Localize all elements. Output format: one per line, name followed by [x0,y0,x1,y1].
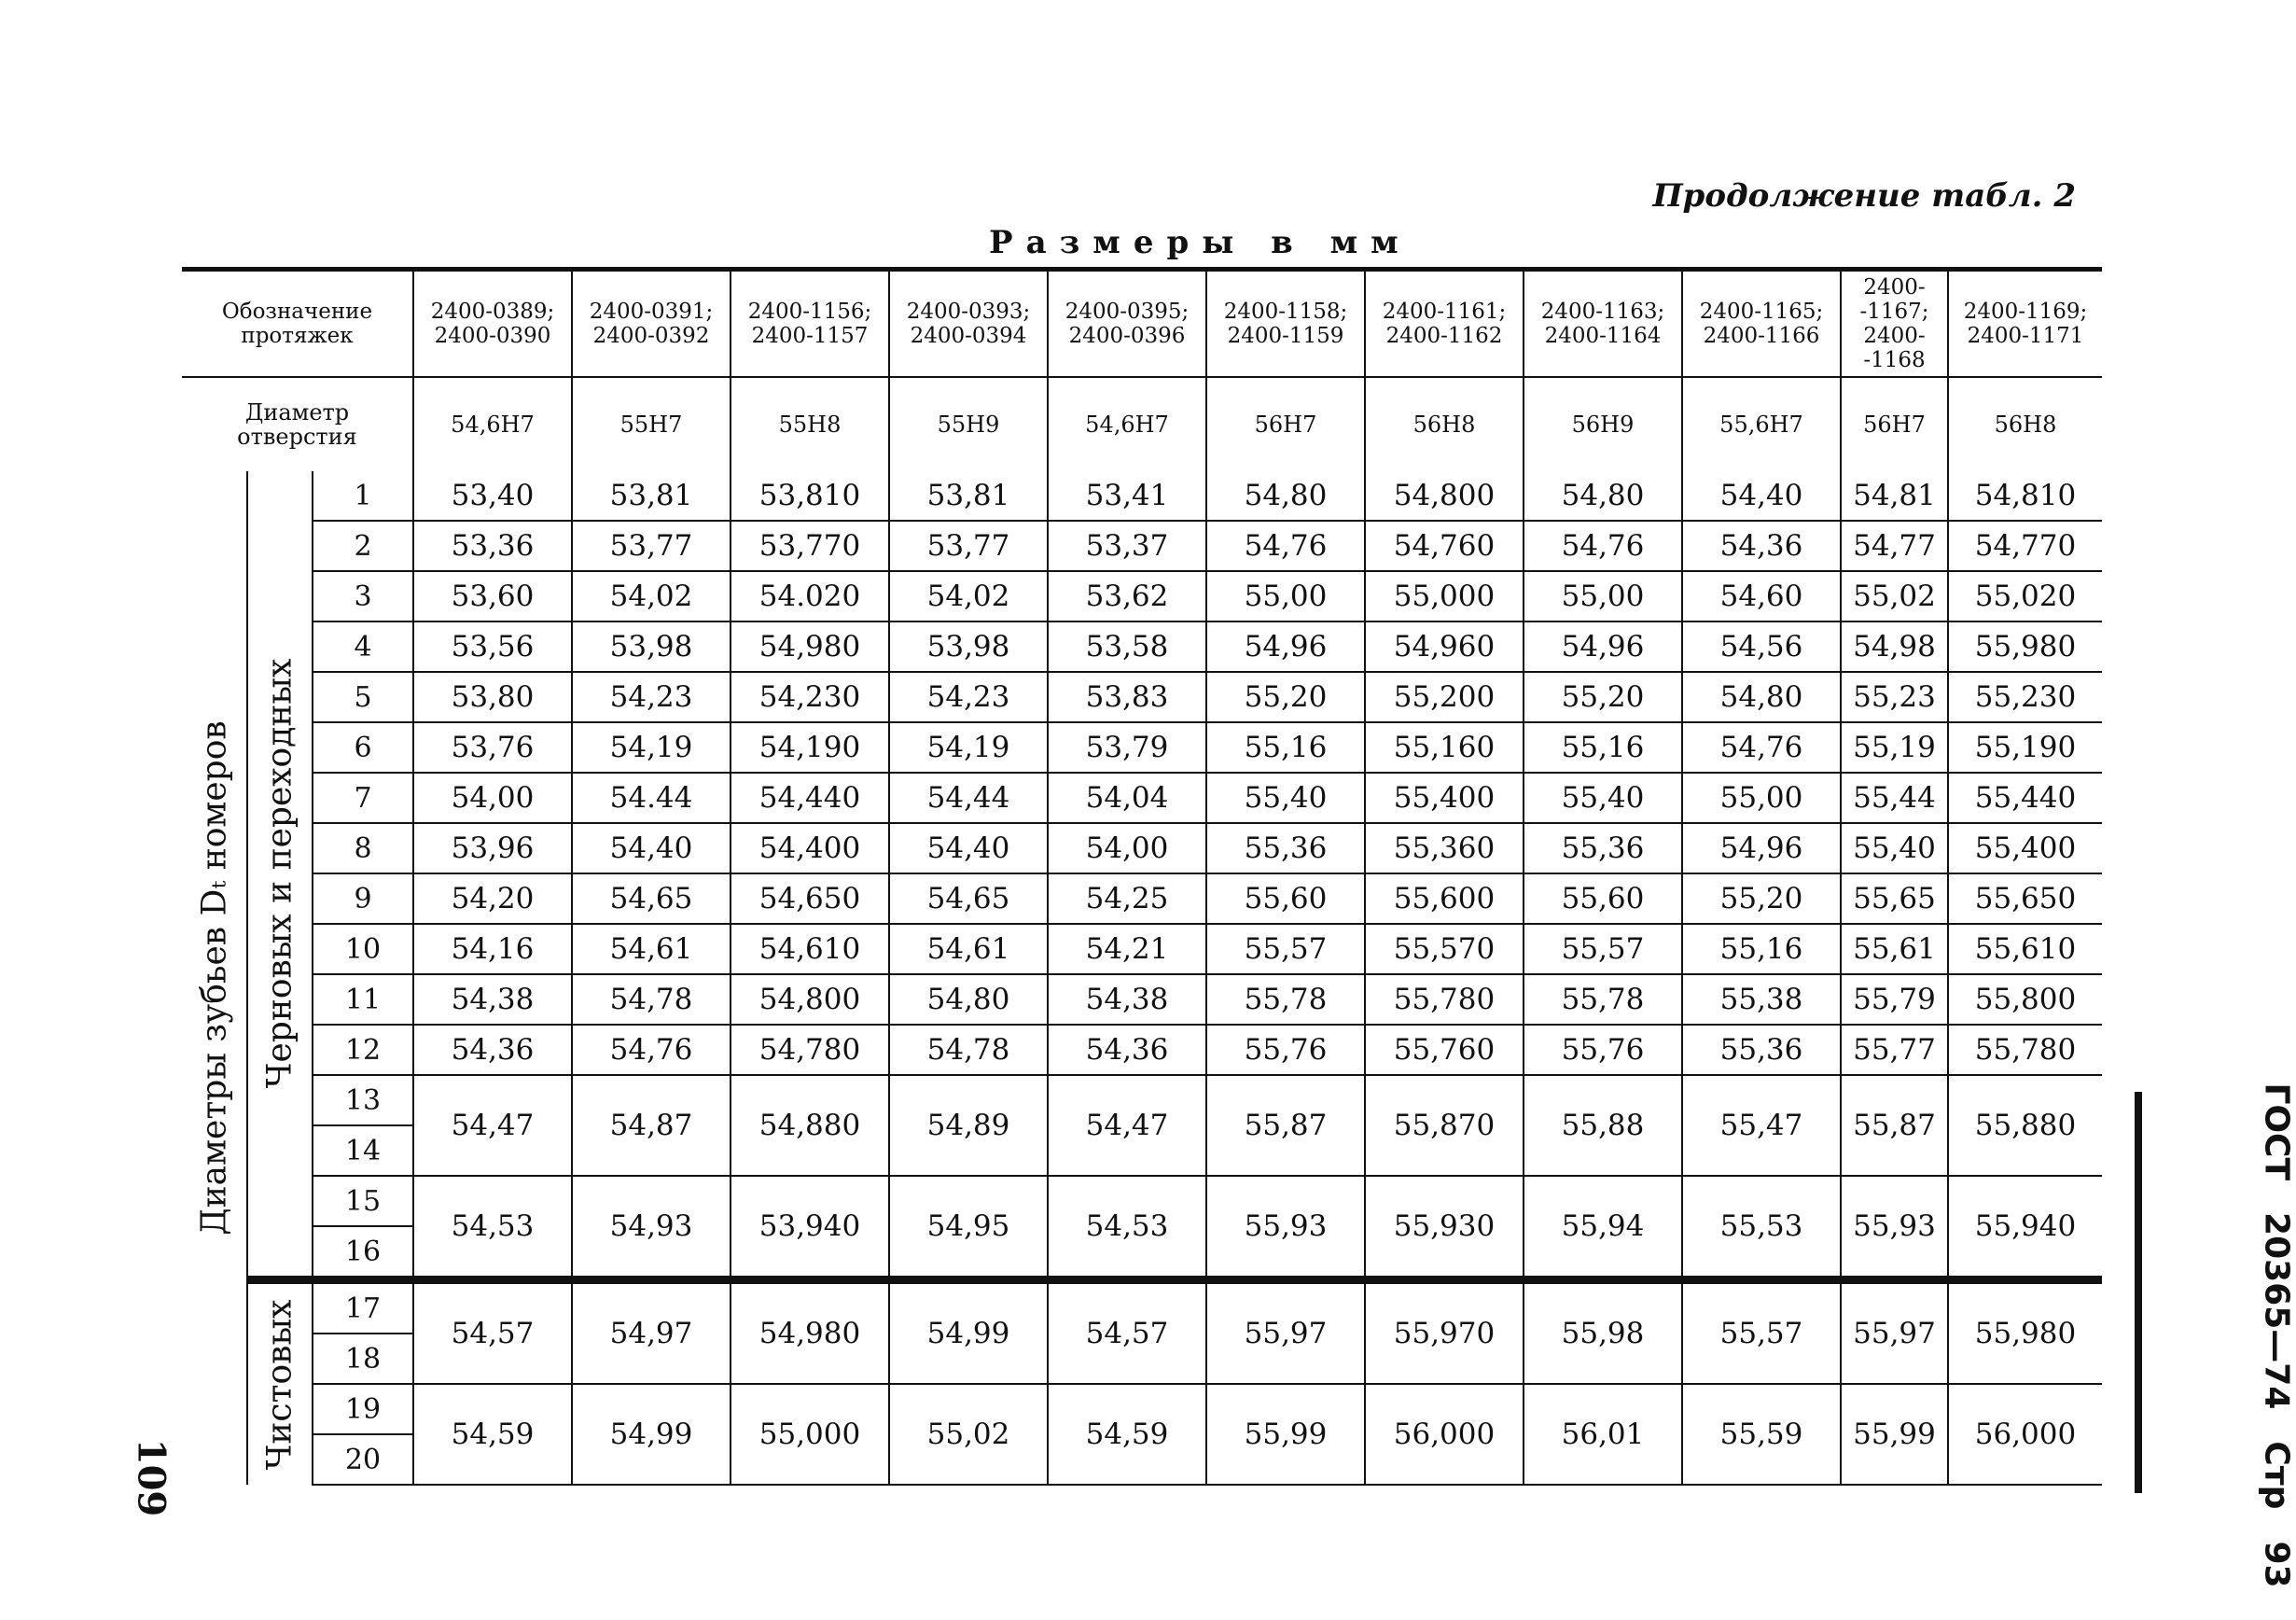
tooth-diameter-value: 54,97 [572,1280,731,1385]
tooth-diameter-value: 53,79 [1048,722,1206,773]
tooth-diameter-value: 55,02 [1841,571,1948,621]
tooth-diameter-value: 54,61 [889,924,1048,974]
tooth-diameter-value: 55,87 [1841,1075,1948,1176]
tooth-diameter-value: 55,980 [1948,1280,2102,1385]
tooth-diameter-value: 54,19 [572,722,731,773]
tooth-diameter-value: 55,93 [1841,1176,1948,1280]
tooth-number: 3 [313,571,413,621]
tooth-diameter-value: 55,020 [1948,571,2102,621]
tooth-diameter-value: 55,47 [1682,1075,1841,1176]
tooth-diameter-value: 54,53 [413,1176,572,1280]
tooth-diameter-value: 55,780 [1948,1025,2102,1075]
tooth-diameter-value: 54,77 [1841,521,1948,571]
tooth-diameter-value: 54,780 [731,1025,889,1075]
tooth-diameter-value: 55,59 [1682,1384,1841,1485]
tooth-diameter-value: 55,760 [1365,1025,1524,1075]
tooth-diameter-value: 53,80 [413,672,572,722]
diameter-header: 56H7 [1841,377,1948,471]
tooth-diameter-value: 55,60 [1524,873,1682,924]
tooth-diameter-value: 54,960 [1365,621,1524,672]
tooth-diameter-value: 54,89 [889,1075,1048,1176]
tooth-diameter-value: 55,65 [1841,873,1948,924]
tooth-diameter-value: 53,98 [572,621,731,672]
tooth-diameter-value: 55,02 [889,1384,1048,1485]
tooth-diameter-value: 54,00 [413,773,572,823]
tooth-diameter-value: 54,190 [731,722,889,773]
tooth-diameter-value: 55,940 [1948,1176,2102,1280]
tooth-diameter-value: 54,02 [889,571,1048,621]
tooth-diameter-value: 55,38 [1682,974,1841,1025]
tooth-diameter-value: 55,61 [1841,924,1948,974]
tooth-diameter-value: 54,38 [413,974,572,1025]
tooth-number: 19 [313,1384,413,1434]
tooth-number: 10 [313,924,413,974]
tooth-diameter-value: 55,16 [1524,722,1682,773]
tooth-diameter-value: 54,76 [1206,521,1365,571]
table-row [182,823,2102,873]
tooth-number: 17 [313,1280,413,1334]
tooth-diameter-value: 53,810 [731,471,889,521]
tooth-diameter-value: 54,87 [572,1075,731,1176]
designation-header: 2400-0393; 2400-0394 [889,270,1048,378]
tooth-diameter-value: 55,40 [1206,773,1365,823]
tooth-diameter-value: 54,96 [1524,621,1682,672]
tooth-diameter-value: 55,57 [1206,924,1365,974]
tooth-diameter-value: 53,40 [413,471,572,521]
tooth-diameter-value: 55,880 [1948,1075,2102,1176]
tooth-diameter-value: 55,400 [1365,773,1524,823]
tooth-diameter-value: 54,40 [889,823,1048,873]
tooth-diameter-value: 55,600 [1365,873,1524,924]
group-label-text: Диаметры зубьев Dₜ номеров [195,720,233,1236]
table-row [182,873,2102,924]
designation-header: 2400-0395; 2400-0396 [1048,270,1206,378]
tooth-number: 8 [313,823,413,873]
tooth-diameter-value: 56,01 [1524,1384,1682,1485]
tooth-diameter-value: 55,79 [1841,974,1948,1025]
tooth-diameter-value: 55,650 [1948,873,2102,924]
tooth-diameter-value: 55,870 [1365,1075,1524,1176]
finish-teeth-label [247,1280,313,1486]
tooth-diameter-value: 55,20 [1524,672,1682,722]
tooth-number: 2 [313,521,413,571]
tooth-diameter-value: 55,76 [1206,1025,1365,1075]
tooth-diameter-value: 54,980 [731,1280,889,1385]
tooth-diameter-value: 54,21 [1048,924,1206,974]
tooth-diameter-value: 53,56 [413,621,572,672]
gost-side-label [2257,1082,2296,1588]
tooth-diameter-value: 54,60 [1682,571,1841,621]
tooth-diameter-value: 55,00 [1682,773,1841,823]
tooth-diameter-value: 54,02 [572,571,731,621]
tooth-diameter-value: 54,230 [731,672,889,722]
table-row [182,571,2102,621]
tooth-diameter-value: 53,770 [731,521,889,571]
tooth-diameter-value: 53,940 [731,1176,889,1280]
tooth-diameter-value: 53,98 [889,621,1048,672]
tooth-diameter-value: 54,78 [572,974,731,1025]
diameter-header: 56H8 [1365,377,1524,471]
tooth-diameter-value: 53,41 [1048,471,1206,521]
tooth-diameter-value: 55,570 [1365,924,1524,974]
tooth-number: 20 [313,1434,413,1485]
gost-label: ГОСТ [2257,1082,2296,1181]
tooth-diameter-value: 55,440 [1948,773,2102,823]
tooth-diameter-value: 55,98 [1524,1280,1682,1385]
tooth-diameter-value: 54,400 [731,823,889,873]
tooth-diameter-value: 54,40 [1682,471,1841,521]
tooth-diameter-value: 54,36 [413,1025,572,1075]
tooth-diameter-value: 53,96 [413,823,572,873]
tooth-diameter-value: 55,40 [1841,823,1948,873]
tooth-diameter-value: 56,000 [1365,1384,1524,1485]
tooth-diameter-value: 54,770 [1948,521,2102,571]
tooth-diameter-value: 53,77 [889,521,1048,571]
tooth-diameter-value: 55,19 [1841,722,1948,773]
finish-label-text: Чистовых [260,1299,299,1470]
tooth-diameter-value: 54,40 [572,823,731,873]
tooth-diameter-value: 53,77 [572,521,731,571]
tooth-diameter-value: 54,76 [1524,521,1682,571]
tooth-diameter-value: 55,360 [1365,823,1524,873]
tooth-diameter-value: 54,16 [413,924,572,974]
tooth-number: 13 [313,1075,413,1125]
designation-label: Обозначение протяжек [182,270,413,378]
tooth-diameter-value: 53,81 [572,471,731,521]
diameter-header: 56H9 [1524,377,1682,471]
tooth-number: 6 [313,722,413,773]
table-row [182,521,2102,571]
tooth-diameter-value: 54,00 [1048,823,1206,873]
tooth-diameter-value: 54,760 [1365,521,1524,571]
tooth-diameter-value: 54,810 [1948,471,2102,521]
tooth-diameter-value: 55,980 [1948,621,2102,672]
tooth-diameter-value: 55,23 [1841,672,1948,722]
table-row [182,1025,2102,1075]
tooth-diameter-value: 54,19 [889,722,1048,773]
tooth-diameter-value: 53,37 [1048,521,1206,571]
tooth-diameter-value: 54,47 [1048,1075,1206,1176]
rough-teeth-label [247,471,313,1280]
tooth-diameter-value: 55,60 [1206,873,1365,924]
tooth-diameter-value: 55,94 [1524,1176,1682,1280]
tooth-diameter-value: 54,80 [1682,672,1841,722]
tooth-diameter-value: 54,47 [413,1075,572,1176]
units-caption: Размеры в мм [989,224,1412,261]
tooth-diameter-value: 54,610 [731,924,889,974]
tooth-diameter-value: 55,53 [1682,1176,1841,1280]
tooth-diameter-value: 54,81 [1841,471,1948,521]
tooth-diameter-value: 54.020 [731,571,889,621]
diameter-header: 55,6H7 [1682,377,1841,471]
tooth-diameter-value: 54,650 [731,873,889,924]
rough-label-text: Черновых и переходных [260,658,299,1089]
tooth-diameter-value: 55,16 [1682,924,1841,974]
tooth-diameter-value: 55,93 [1206,1176,1365,1280]
tooth-diameter-value: 55,000 [731,1384,889,1485]
tooth-diameter-value: 55,97 [1841,1280,1948,1385]
designation-header: 2400- -1167; 2400- -1168 [1841,270,1948,378]
diameter-header: 55H7 [572,377,731,471]
tooth-diameter-value: 53,62 [1048,571,1206,621]
tooth-diameter-value: 54,800 [1365,471,1524,521]
tooth-diameter-value: 55,930 [1365,1176,1524,1280]
diameter-label: Диаметр отверстия [237,399,357,450]
tooth-diameter-value: 55,36 [1524,823,1682,873]
tooth-diameter-value: 54,76 [572,1025,731,1075]
tooth-diameter-value: 54,980 [731,621,889,672]
tooth-diameter-value: 55,40 [1524,773,1682,823]
tooth-diameter-value: 54,80 [1206,471,1365,521]
tooth-diameter-value: 55,230 [1948,672,2102,722]
tooth-diameter-value: 55,97 [1206,1280,1365,1385]
tooth-diameter-value: 55,36 [1206,823,1365,873]
tooth-diameter-value: 55,970 [1365,1280,1524,1385]
tooth-diameter-value: 55,20 [1682,873,1841,924]
tooth-diameter-value: 54,36 [1048,1025,1206,1075]
tooth-diameter-value: 54,57 [1048,1280,1206,1385]
tooth-number: 7 [313,773,413,823]
table-row [182,924,2102,974]
tooth-diameter-value: 55,44 [1841,773,1948,823]
tooth-number: 12 [313,1025,413,1075]
tooth-diameter-value: 54,800 [731,974,889,1025]
table-row [182,672,2102,722]
diameter-header: 54,6H7 [1048,377,1206,471]
table-row [182,773,2102,823]
diameter-header: 56H7 [1206,377,1365,471]
tooth-diameter-value: 54,57 [413,1280,572,1385]
tooth-number: 4 [313,621,413,672]
tooth-diameter-value: 55,780 [1365,974,1524,1025]
tooth-diameter-value: 54,80 [889,974,1048,1025]
table-row [182,974,2102,1025]
tooth-diameter-value: 55,400 [1948,823,2102,873]
table-row [182,621,2102,672]
teeth-diameter-group-label [182,471,247,1485]
tooth-diameter-value: 54,38 [1048,974,1206,1025]
tooth-diameter-value: 53,58 [1048,621,1206,672]
tooth-diameter-value: 54,99 [572,1384,731,1485]
tooth-diameter-value: 54,23 [889,672,1048,722]
tooth-diameter-value: 54.44 [572,773,731,823]
tooth-diameter-value: 54,56 [1682,621,1841,672]
table-row [182,1384,2102,1434]
tooth-diameter-value: 54,96 [1682,823,1841,873]
table-row [182,1176,2102,1226]
tooth-diameter-value: 54,93 [572,1176,731,1280]
tooth-diameter-value: 55,160 [1365,722,1524,773]
tooth-diameter-value: 55,16 [1206,722,1365,773]
table-row [182,471,2102,521]
tooth-diameter-value: 55,800 [1948,974,2102,1025]
tooth-diameter-value: 54,95 [889,1176,1048,1280]
designation-header: 2400-1165; 2400-1166 [1682,270,1841,378]
tooth-number: 16 [313,1226,413,1280]
diameter-header: 55H9 [889,377,1048,471]
tooth-diameter-value: 55,57 [1682,1280,1841,1385]
tooth-number: 9 [313,873,413,924]
designation-header: 2400-1161; 2400-1162 [1365,270,1524,378]
tooth-diameter-value: 53,36 [413,521,572,571]
tooth-diameter-value: 54,65 [889,873,1048,924]
tooth-diameter-value: 55,36 [1682,1025,1841,1075]
designation-header: 2400-0389; 2400-0390 [413,270,572,378]
tooth-diameter-value: 55,00 [1524,571,1682,621]
tooth-diameter-value: 54,53 [1048,1176,1206,1280]
tooth-diameter-value: 54,44 [889,773,1048,823]
table-row [182,1280,2102,1334]
tooth-diameter-value: 54,59 [1048,1384,1206,1485]
broach-dimensions-table [182,267,2102,1486]
tooth-diameter-value: 55,99 [1206,1384,1365,1485]
tooth-diameter-value: 55,99 [1841,1384,1948,1485]
tooth-number: 14 [313,1125,413,1176]
tooth-diameter-value: 54,96 [1206,621,1365,672]
tooth-diameter-value: 54,99 [889,1280,1048,1385]
designation-header: 2400-1156; 2400-1157 [731,270,889,378]
tooth-diameter-value: 55,88 [1524,1075,1682,1176]
page-number: 109 [129,1438,174,1517]
table-row [182,722,2102,773]
table-row [182,1075,2102,1125]
tooth-diameter-value: 54,78 [889,1025,1048,1075]
diameter-header: 56H8 [1948,377,2102,471]
tooth-diameter-value: 54,23 [572,672,731,722]
tooth-diameter-value: 55,57 [1524,924,1682,974]
tooth-number: 15 [313,1176,413,1226]
table-continuation-caption: Продолжение табл. 2 [1652,177,2076,215]
diameter-header: 54,6H7 [413,377,572,471]
tooth-diameter-value: 54,59 [413,1384,572,1485]
gost-side-rule [2135,1092,2142,1493]
tooth-diameter-value: 56,000 [1948,1384,2102,1485]
tooth-diameter-value: 54,20 [413,873,572,924]
tooth-diameter-value: 54,440 [731,773,889,823]
diameter-header: 55H8 [731,377,889,471]
tooth-number: 18 [313,1334,413,1384]
gost-page-word: Стр [2257,1441,2296,1510]
tooth-number: 11 [313,974,413,1025]
tooth-diameter-value: 55,000 [1365,571,1524,621]
tooth-diameter-value: 53,83 [1048,672,1206,722]
tooth-diameter-value: 54,76 [1682,722,1841,773]
tooth-diameter-value: 53,81 [889,471,1048,521]
gost-number: 20365—74 [2257,1212,2296,1410]
tooth-diameter-value: 54,25 [1048,873,1206,924]
tooth-diameter-value: 55,78 [1206,974,1365,1025]
tooth-number: 1 [313,471,413,521]
tooth-diameter-value: 55,200 [1365,672,1524,722]
designation-header: 2400-1163; 2400-1164 [1524,270,1682,378]
tooth-diameter-value: 55,87 [1206,1075,1365,1176]
tooth-diameter-value: 53,76 [413,722,572,773]
tooth-diameter-value: 54,65 [572,873,731,924]
tooth-diameter-value: 55,77 [1841,1025,1948,1075]
tooth-diameter-value: 54,880 [731,1075,889,1176]
tooth-diameter-value: 55,20 [1206,672,1365,722]
gost-page-number: 93 [2257,1541,2296,1588]
designation-header: 2400-1169; 2400-1171 [1948,270,2102,378]
tooth-diameter-value: 55,00 [1206,571,1365,621]
tooth-diameter-value: 53,60 [413,571,572,621]
designation-header: 2400-1158; 2400-1159 [1206,270,1365,378]
tooth-diameter-value: 54,98 [1841,621,1948,672]
tooth-diameter-value: 55,78 [1524,974,1682,1025]
tooth-number: 5 [313,672,413,722]
tooth-diameter-value: 54,36 [1682,521,1841,571]
tooth-diameter-value: 55,190 [1948,722,2102,773]
tooth-diameter-value: 54,80 [1524,471,1682,521]
tooth-diameter-value: 55,76 [1524,1025,1682,1075]
tooth-diameter-value: 55,610 [1948,924,2102,974]
tooth-diameter-value: 54,61 [572,924,731,974]
designation-header: 2400-0391; 2400-0392 [572,270,731,378]
tooth-diameter-value: 54,04 [1048,773,1206,823]
